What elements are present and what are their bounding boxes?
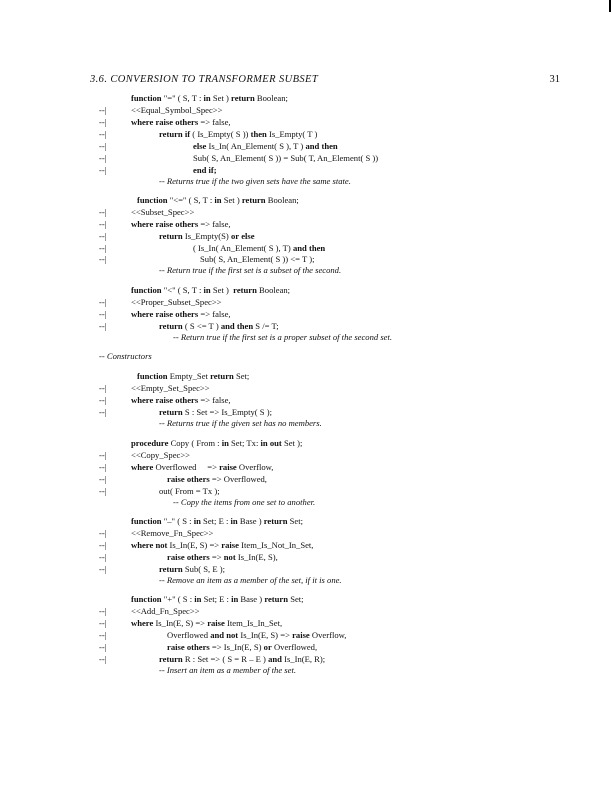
code-line: where Is_In(E, S) => raise Item_Is_In_Set, bbox=[131, 618, 283, 628]
code-line: where Overflowed => raise Overflow, bbox=[131, 462, 274, 472]
margin-bar: --| bbox=[99, 462, 107, 472]
code-comment: -- Copy the items from one set to another. bbox=[173, 497, 316, 507]
margin-bar: --| bbox=[99, 153, 107, 163]
margin-bar: --| bbox=[99, 552, 107, 562]
code-line: raise others => not Is_In(E, S), bbox=[167, 552, 278, 562]
margin-bar: --| bbox=[99, 297, 107, 307]
code-line: where raise others => false, bbox=[131, 117, 231, 127]
code-comment: -- Returns true if the given set has no members. bbox=[159, 418, 322, 428]
code-line: <<Equal_Symbol_Spec>> bbox=[131, 105, 223, 115]
code-line: procedure Copy ( From : in Set; Tx: in out Set ); bbox=[131, 438, 303, 448]
code-line: return S : Set => Is_Empty( S ); bbox=[159, 407, 272, 417]
margin-bar: --| bbox=[99, 618, 107, 628]
code-comment: -- Remove an item as a member of the set, if it is one. bbox=[159, 575, 342, 585]
code-line: else Is_In( An_Element( S ), T ) and then bbox=[193, 141, 338, 151]
code-comment: -- Return true if the first set is a proper subset of the second set. bbox=[173, 332, 393, 342]
margin-bar: --| bbox=[99, 254, 107, 264]
margin-bar: --| bbox=[99, 129, 107, 139]
code-line: ( Is_In( An_Element( S ), T) and then bbox=[193, 243, 326, 253]
code-line: <<Empty_Set_Spec>> bbox=[131, 383, 210, 393]
margin-bar: --| bbox=[99, 564, 107, 574]
code-line: return ( S <= T ) and then S /= T; bbox=[159, 321, 279, 331]
running-head: 3.6. CONVERSION TO TRANSFORMER SUBSET bbox=[90, 74, 319, 85]
code-line: <<Proper_Subset_Spec>> bbox=[131, 297, 222, 307]
margin-bar: --| bbox=[99, 654, 107, 664]
margin-bar: --| bbox=[99, 231, 107, 241]
code-line: function "<=" ( S, T : in Set ) return Boolean; bbox=[137, 195, 299, 205]
code-line: where raise others => false, bbox=[131, 395, 231, 405]
code-line: Sub( S, An_Element( S )) <= T ); bbox=[200, 254, 315, 264]
code-line: function "–" ( S : in Set; E : in Base ) return Set; bbox=[131, 516, 304, 526]
margin-bar: --| bbox=[99, 630, 107, 640]
code-line: return Is_Empty(S) or else bbox=[159, 231, 255, 241]
code-line: raise others => Overflowed, bbox=[167, 474, 267, 484]
margin-bar: --| bbox=[99, 383, 107, 393]
code-line: return Sub( S, E ); bbox=[159, 564, 226, 574]
code-comment: -- Returns true if the two given sets have the same state. bbox=[159, 176, 351, 186]
margin-bar: --| bbox=[99, 309, 107, 319]
margin-bar: --| bbox=[99, 105, 107, 115]
code-line: <<Remove_Fn_Spec>> bbox=[131, 528, 214, 538]
margin-bar: --| bbox=[99, 540, 107, 550]
margin-bar: --| bbox=[99, 395, 107, 405]
margin-bar: --| bbox=[99, 642, 107, 652]
code-line: function Empty_Set return Set; bbox=[137, 371, 250, 381]
code-line: where raise others => false, bbox=[131, 219, 231, 229]
margin-bar: --| bbox=[99, 243, 107, 253]
section-comment: -- Constructors bbox=[99, 351, 152, 361]
code-line: raise others => Is_In(E, S) or Overflowed, bbox=[167, 642, 318, 652]
code-comment: -- Insert an item as a member of the set. bbox=[159, 665, 296, 675]
margin-bar: --| bbox=[99, 207, 107, 217]
margin-bar: --| bbox=[99, 474, 107, 484]
code-line: out( From = Tx ); bbox=[159, 486, 220, 496]
code-line: <<Add_Fn_Spec>> bbox=[131, 606, 200, 616]
page-number: 31 bbox=[549, 74, 560, 85]
code-line: function "+" ( S : in Set; E : in Base ) return Set; bbox=[131, 594, 304, 604]
page-edge-mark bbox=[609, 0, 611, 12]
margin-bar: --| bbox=[99, 117, 107, 127]
code-line: function "<" ( S, T : in Set ) return Boolean; bbox=[131, 285, 291, 295]
code-line: Overflowed and not Is_In(E, S) => raise Overflow, bbox=[167, 630, 347, 640]
code-line: <<Copy_Spec>> bbox=[131, 450, 191, 460]
code-line: <<Subset_Spec>> bbox=[131, 207, 195, 217]
margin-bar: --| bbox=[99, 450, 107, 460]
margin-bar: --| bbox=[99, 141, 107, 151]
code-line: function "=" ( S, T : in Set ) return Boolean; bbox=[131, 93, 288, 103]
code-line: return if ( Is_Empty( S )) then Is_Empty( T ) bbox=[159, 129, 318, 139]
margin-bar: --| bbox=[99, 486, 107, 496]
code-line: return R : Set => ( S = R – E ) and Is_In(E, R); bbox=[159, 654, 326, 664]
code-line: Sub( S, An_Element( S )) = Sub( T, An_Element( S )) bbox=[193, 153, 379, 163]
margin-bar: --| bbox=[99, 528, 107, 538]
code-line: where raise others => false, bbox=[131, 309, 231, 319]
code-comment: -- Return true if the first set is a subset of the second. bbox=[159, 265, 342, 275]
margin-bar: --| bbox=[99, 407, 107, 417]
margin-bar: --| bbox=[99, 219, 107, 229]
margin-bar: --| bbox=[99, 321, 107, 331]
margin-bar: --| bbox=[99, 606, 107, 616]
code-line: end if; bbox=[193, 165, 217, 175]
code-line: where not Is_In(E, S) => raise Item_Is_Not_In_Set, bbox=[131, 540, 314, 550]
margin-bar: --| bbox=[99, 165, 107, 175]
